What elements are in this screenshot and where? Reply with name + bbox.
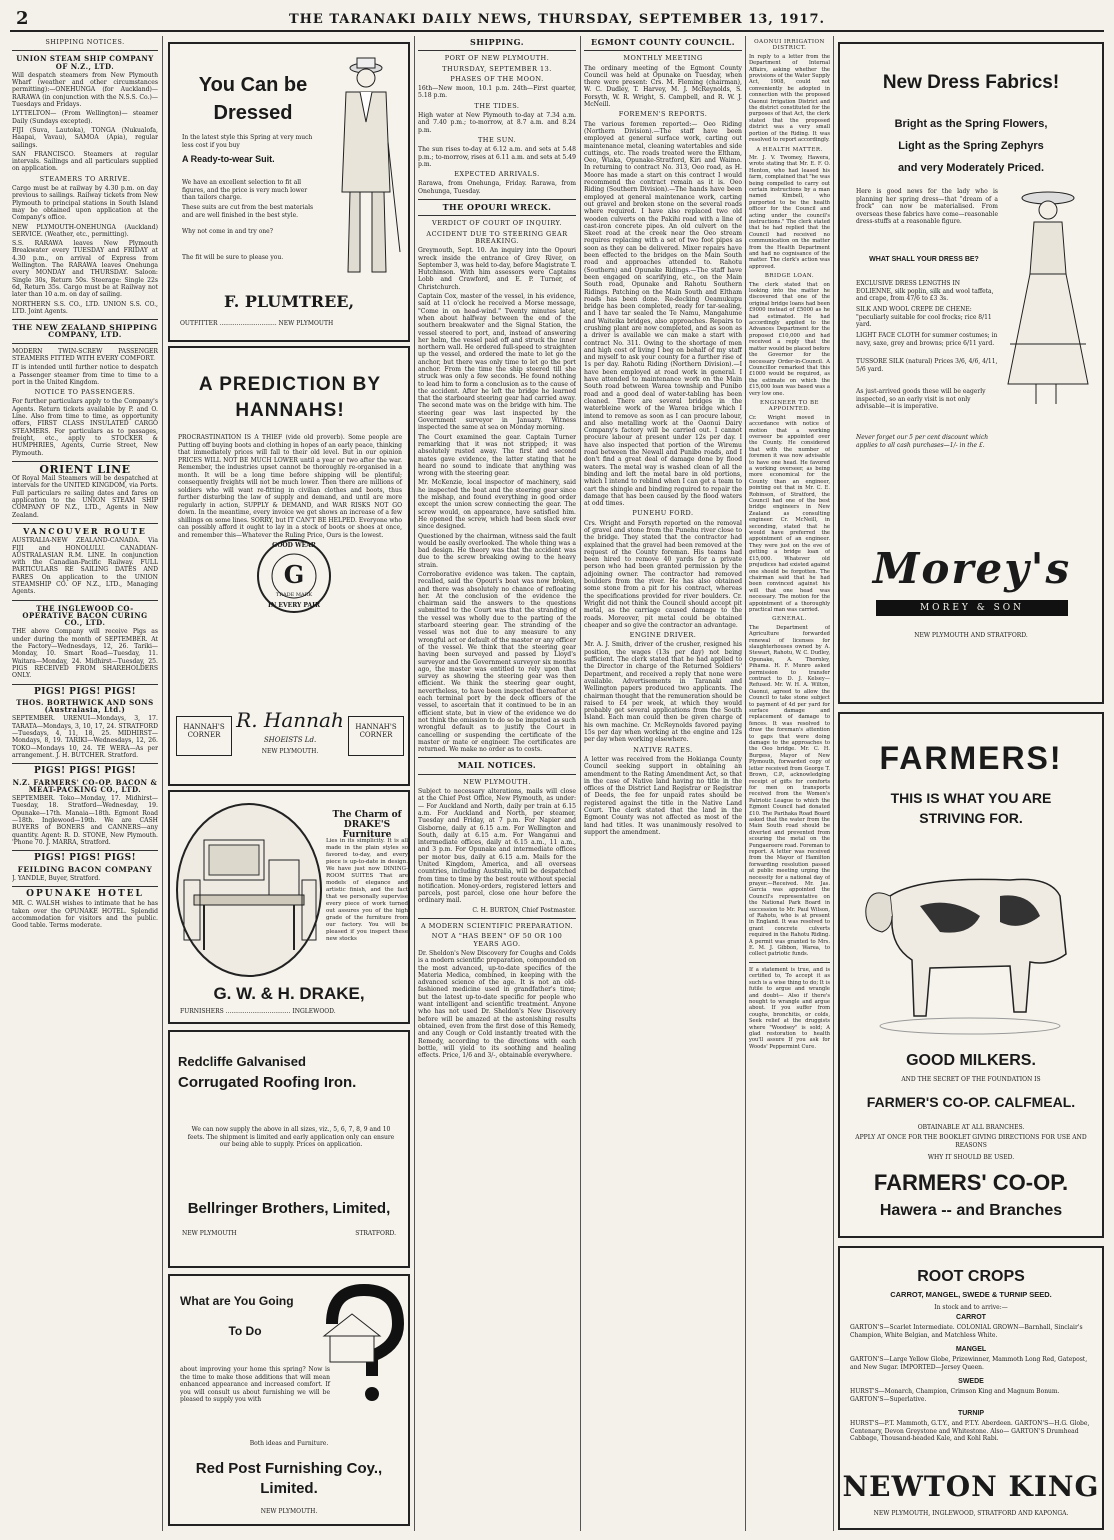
plumtree-footer: OUTFITTER .............................. NEW PLYMOUTH (180, 320, 334, 327)
drake-text: Lies in its simplicity. It is all made in the plain styles so favored to-day, and every piece is up-to-date in design. We have just now DINING-ROOM SUITES That are models of elegance and artistic finish, and the fact that we personally supervise every piece of work turned out assures you of the high grade of the furniture from our factory. You will be pleased if you inspect these new stocks (326, 838, 408, 942)
plumtree-headline-2: Dressed (213, 102, 293, 124)
native-heading: NATIVE RATES. (633, 745, 693, 754)
engine-heading: ENGINE DRIVER. (629, 631, 697, 640)
tides-text: High water at New Plymouth to-day at 7.34 a.m. and 7.40 p.m.; to-morrow, at 8.7 a.m. and 8.24 p.m. (418, 112, 576, 134)
farmers-product: FARMER'S CO-OP. CALFMEAL. (866, 1094, 1076, 1110)
redpost-ad (168, 1274, 410, 1526)
newton-stock: In stock and to arrive:— (934, 1304, 1008, 1311)
orient-text: Of Royal Mail Steamers will be despatched at intervals for the UNITED KINGDOM, via Ports. Full particulars re sailing dates and fares on application to the UNION STEAM SHIP COMPANY OF N.Z., LTD., Agents in New Zealand. (12, 475, 158, 519)
mail-text: Subject to necessary alterations, mails will close at the Chief Post Office, New Plymouth, as under:— For Auckland and North, daily per train at 6.15 a.m. For Auckland and North, per steamer, Tuesday and Friday, at 7 p.m. For Napier and Gisborne, daily at 6.15 a.m. For Wellington and South, daily at 6.15 a.m. For Wanganui and intermediate offices, daily at 6.15 a.m., 11 a.m., and 3 p.m. For Opunake and intermediate offices per motor bus, daily at 6.15 a.m. Mails for the United Kingdom, America, and all overseas countries, including Australia, will be despatched from time to time by the best route without special notification. Money-orders, registered letters and parcels, post parcel, close one hour before the ordinary mail. (418, 788, 576, 905)
mangel-heading: MANGEL (955, 1346, 987, 1353)
redpost-name-2: Limited. (260, 1480, 318, 1497)
hannah-logo-city: NEW PLYMOUTH. (261, 748, 319, 755)
prep-text: Dr. Sheldon's New Discovery for Coughs and Colds is a modern scientific preparation, compounded on the most advanced, up-to-date specifics of the Materia Medica, combined, in keeping with the advanced science of the age. It is not an old-fashioned medicine used in grandfather's time; but the latest up-to-date specific for people who want intelligent and scientific treatment. Anyone who has not used Dr. Sheldon's New Discovery before will be amazed at the astonishing results obtained, even from the first dose of this Remedy, and any Cough or Cold instantly treated with the Remedy, according to the directions with each bottle, will yield to its soothing and healing effects. Price, 1/6 and 3/-, obtainable everywhere. (418, 949, 576, 1060)
nzs-text: IT is intended until further notice to despatch a Passenger steamer from time to time to a port in the United Kingdom. (12, 364, 158, 386)
pigs-heading-1: PIGS! PIGS! PIGS! (33, 686, 137, 697)
morey-text-2: As just-arrived goods these will be eagerly inspected, so an early visit is not only advisable—it is imperative. (856, 388, 986, 410)
newton-name: NEWTON KING (842, 1470, 1100, 1503)
health-text: Mr. J. V. Twomey, Hawera, wrote stating that Mr. E. F. O. Henton, who had leased his farm, complained that "he was being compelled to carry out certain instructions by a man named Kimbell, who purported to be the health officer for the Council and acting under the council's instructions." The clerk stated that he had replied that the Council had received no communication on the matter from the Health Department and had no cognisance of the matter. The clerk's action was approved. (749, 154, 830, 270)
morey-sub-2: Light as the Spring Zephyrs (898, 140, 1044, 152)
page-number: 2 (16, 8, 29, 29)
sun-text: The sun rises to-day at 6.12 a.m. and sets at 5.48 p.m.; to-morrow, rises at 6.11 a.m. and sets at 5.49 p.m. (418, 146, 576, 168)
newton-headline: ROOT CROPS (917, 1268, 1025, 1285)
farmers-sub-1: THIS IS WHAT YOU ARE (890, 790, 1052, 806)
wreck-paragraph-4: Mr. McKenzie, local inspector of machinery, said he inspected the boat and the steering gear since the mishap, and found everything in good order except the union screw connecting the gear. The screw would, on appearance, have satisfied him. He opened the screw, which had been slack ever since designed. (418, 479, 576, 531)
farmers-name: FARMERS' CO-OP. (873, 1170, 1069, 1195)
date-heading: THURSDAY, SEPTEMBER 13. (442, 64, 552, 73)
native-text: A letter was received from the Hokianga County Council seeking support in obtaining an amendment to the Rating Amendment Act, so that in the case of Native land having no title in the offices of the District Land Registrar or Registrar of Deeds, the fee for unpaid rates should be registered against the title in the Native Land Court. The clerk stated that the land in the Egmont County was not affected as most of the land had titles. It was unanimously resolved to support the amendment. (584, 755, 742, 836)
drake-headline: The Charm of DRAKE'S Furniture (332, 810, 402, 840)
joint-agents: NORTHERN S.S. CO., LTD. UNION S.S. CO., LTD. Joint Agents. (12, 300, 158, 315)
bellringer-text: We can now supply the above in all sizes, viz., 5, 6, 7, 8, 9 and 10 feets. The shipment is limited and early application only can ensure our being able to supply. Prices on application. (187, 1126, 395, 1148)
seal-top-text: GOOD WEAR (272, 542, 316, 549)
council-column (584, 36, 742, 1531)
rarawa-text: S.S. RARAWA leaves New Plymouth Breakwater every TUESDAY and FRIDAY at 4.30 p.m., on arrival of Express from Wellington. The RARAWA leaves Onehunga every MONDAY and THURSDAY. Saloon: Single 30s, Return 50s. Steerage: Single 22s 6d, Return 35s. Cargo must be at Railway not later than 10 a.m. on day of sailing. (12, 240, 158, 299)
shipping-notices-column (12, 36, 158, 1531)
redpost-footer: NEW PLYMOUTH. (260, 1508, 318, 1515)
wreck-subheading-1: VERDICT OF COURT OF INQUIRY. (431, 219, 563, 228)
turnip-text: HURST'S—P.T. Mammoth, G.T.Y., and P.T.Y. Aberdeen. GARTON'S—H.G. Globe, Centenary, Devon Greystone and Whitestone. Also— GARTON'S Drumhead Cabbage, Thousand-headed Kale, and Kohl Rabi. (850, 1420, 1090, 1442)
plumtree-text-4: Why not come in and try one? (182, 228, 273, 235)
plumtree-text-5: The fit will be sure to please you. (182, 254, 284, 261)
nz-farmers-text: SEPTEMBER. Toko—Monday, 17. Midhirst—Tuesday, 18. Stratford—Wednesday, 19. Opunake—17th. Manaia—18th. Egmont Road—18th. Inglewood—19th. We are CASH BUYERS of BONERS and CANNERS—any quantity. Agent: R. D. STONE, New Plymouth. 'Phone 70. J. MARRA, Stratford. (12, 795, 158, 846)
column-rule (414, 36, 415, 1531)
shipping-notices-heading: SHIPPING NOTICES. (45, 38, 125, 46)
council-continued-column (749, 36, 830, 1531)
newton-footer: NEW PLYMOUTH, INGLEWOOD, STRATFORD AND KAPONGA. (873, 1510, 1069, 1517)
punehu-text: Crs. Wright and Forsyth reported on the removal of gravel and stone from the Punehu river close to the bridge. They stated that the contractor had explained that the gravel had been removed at the request of the County foreman. His teams had been hired to remove 40 yards for a private person who had been granted permission by the adjoining owner. The contractor had removed boulders from the river. He has also obtained some stone from a pit for his contract, whereas the specifications provided for river boulders. Cr. Wright did not think the Council should accept pit metal, as the carriage caused damage to the roads. Moreover, pit metal could be obtained cheaper and so give the contractor an advantage. (584, 519, 742, 629)
feilding-text: J. YANDLE, Buyer, Stratford. (12, 874, 101, 882)
shipping-news-column (418, 36, 576, 1531)
morey-item-2: SILK AND WOOL CREPE DE CHENE: "peculiarly suitable for cool frocks; rice 8/11 yard. (856, 306, 992, 328)
bellringer-name: Bellringer Brothers, Limited, (187, 1200, 391, 1217)
redpost-headline-1: What are You Going (180, 1294, 294, 1308)
morey-headline: New Dress Fabrics! (882, 72, 1060, 93)
oaonui-text: In reply to a letter from the Department of Internal Affairs, asking whether the provisions of the Water Supply Act, 1908, could not conveniently be adopted in connection with the proposed Oaonui Irrigation District and the district constituted for the purposes of that Act, the clerk stated that the proposed district was a very small portion of the Riding. It was resolved to report accordingly. (749, 53, 830, 144)
swede-text: HURST'S—Monarch, Champion, Crimson King and Magnum Bonum. GARTON'S—Superlative. (850, 1388, 1060, 1403)
hotel-name: OPUNAKE HOTEL (26, 889, 144, 900)
foremen-text: The various foremen reported:— Oeo Riding (Northern Division).—The staff have been employed at general surface work, carting out maintenance metal, cleaning watertables and side cuttings, etc. The roads treated were the Eltham, Oeo, Wiaka, Opunake-Stratford, Kiri and Waimo. In returning to contract No. 313, Oeo road, as H. Moore has made a start on this contract I would recommend the contract remain as it is. Oeo Riding (Southern Division).—The hands have been employed at general maintenance work, carting out gravel and broken stone on the several roads where required. I have also replaced two old wooden culverts on the Pakihi road with a line of cast-iron concrete pipes. An old culvert on the Skeet road at the creek near the Oeo stream requires replacing with a set of two foot pipes as soon as they can be delivered. Mixer repairs have been effected to the bridges on the Main South road and approaches attended to. Rahotu (Southern) and Opunake Ridings.—The staff have been engaged on scarifying, etc., on the Main South road, Opunake and Rahotu Southern Ridings. Patching on the Main South and Eltham roads has been done. Re-decking Oeamukupu bridge has been completed, ready for tar-sealing, and I have tar sealed the Te Namu, Mangahume and Waiteika bridges, also approaches. Repairs to crushing plant are now completed, and as soon as a driver is available we can make a start with contract No. 311. Owing to the shortage of men and high cost of living I beg on behalf of my staff and myself to ask your county for a further rise of 1s per day. Rahotu Riding (Northern Division).—I have been employed at road work in general. I have attended to maintenance work on the Main South road between Warea township and Punibo road and a good deal of water-tabling has been cleaned. There are several bridges in the waterbleine work of the Warea bridge which I intend to remove as soon as I can procure labour, and also metalling work at the Oaonui Dairy Company's factory will be carried out. I cannot procure labour at present under 12s per day. I have also inspected that portion of the Wiremu road between the Newall and Punibo roads, and I don't find a great deal of damage done by flood waters. The metal way is washed clean of all the binding and left the metal bare in old portions, which I intend to reblind when I can get a team to cart the shingle and binding required to repair the damage that has been caused by the flood waters at odd times. (584, 120, 742, 508)
islands-text: FIJI (Suva, Lautoka), TONGA (Nukualofa, Haapai, Vavau), SAMOA (Apia), regular sailings. (12, 126, 158, 149)
bellringer-headline-2: Corrugated Roofing Iron. (178, 1074, 357, 1091)
farmers-secret: AND THE SECRET OF THE FOUNDATION IS (901, 1076, 1041, 1083)
borthwick-name: THOS. BORTHWICK AND SONS (Australasia, Ltd.) (16, 697, 154, 715)
bridge-heading: BRIDGE LOAN. (764, 273, 815, 280)
farmers-branches: Hawera -- and Branches (879, 1202, 1063, 1219)
column-rule (833, 36, 834, 1531)
farmers-why: WHY IT SHOULD BE USED. (927, 1154, 1015, 1161)
masthead-title: THE TARANAKI DAILY NEWS, THURSDAY, SEPTEMBER 13, 1917. (288, 12, 826, 27)
vancouver-name: VANCOUVER ROUTE (23, 525, 147, 536)
pigs-heading-3: PIGS! PIGS! PIGS! (33, 853, 137, 864)
seal-bottom-text: IN EVERY PAIR (268, 602, 320, 609)
morey-logo: Morey's (872, 544, 1072, 593)
column-rule (162, 36, 163, 1531)
wreck-subheading-2: ACCIDENT DUE TO STEERING GEAR BREAKING. (426, 229, 568, 245)
hannah-headline: A PREDICTION BY HANNAHS! (198, 374, 382, 421)
plumtree-ad (168, 42, 410, 342)
carrot-heading: CARROT (956, 1314, 986, 1321)
mail-signature: C. H. BURTON, Chief Postmaster. (472, 906, 576, 914)
plumtree-text-3: These suits are cut from the best materials and are well finished in the best style. (182, 204, 314, 219)
hannah-logo-sub: SHOEISTS Ld. (263, 736, 317, 744)
bellringer-ad (168, 1030, 410, 1268)
masthead (10, 6, 1104, 32)
health-heading: A HEALTH MATTER. (756, 146, 823, 153)
newton-king-ad (838, 1246, 1104, 1530)
moon-heading: PHASES OF THE MOON. (450, 74, 544, 83)
redpost-tag: Both ideas and Furniture. (249, 1440, 329, 1447)
mail-subheading: NEW PLYMOUTH. (463, 777, 531, 786)
wreck-paragraph-2: Captain Cox, master of the vessel, in his evidence, said at 11 o'clock he received a Morse message, "Come in on head-wind." Twenty minutes later, when about halfway between the end of the southern breakwater and the Signal Station, the vessel steered to port, and, instead of answering her helm, the vessel paid off and struck the inner northern wall. He ordered full-speed to straighten up the vessel, and ordered the mate to let go the anchor, but there was only time to let go the port anchor. From the time the ship steered till she struck was only a few seconds. He found nothing to lead him to form a conclusion as to the cause of the accident. After he left the bridge he learned that the starboard steering gear had carried away. The second mate was on the bridge with him. The steering gear was last inspected by the Government surveyor in January. Witness inspected the same at sea on Monday morning. (418, 293, 576, 432)
pigs-heading-2: PIGS! PIGS! PIGS! (33, 766, 137, 777)
man-in-suit-illustration (330, 52, 402, 282)
carrot-text: GARTON'S—Scarlet Intermediate. COLONIAL GROWN—Barnhall, Sinclair's Champion, White Belgian, and Matchless White. (850, 1324, 1083, 1339)
farmers-headline: FARMERS! (879, 740, 1063, 776)
morey-logo-band: MOREY & SON (876, 600, 1068, 616)
farmers-apply: APPLY AT ONCE FOR THE BOOKLET GIVING DIRECTIONS FOR USE AND REASONS (855, 1134, 1087, 1149)
shipping-heading: SHIPPING. (470, 37, 524, 47)
morey-item-1: EXCLUSIVE DRESS LENGTHS IN EOLIENNE, silk poplin, silk and wool taffeta, and crape, from 47/6 to £3 3s. (856, 280, 994, 302)
np-onehunga: NEW PLYMOUTH-ONEHUNGA (Auckland) SERVICE. (Weather, etc., permitting). (12, 223, 158, 238)
usc-text: Will despatch steamers from New Plymouth Wharf (weather and other circumstances permitting):—ONEHUNGA (for Auckland)—RARAWA (in conjunction with the N.S.S. Co.)—Tuesdays and Fridays. (12, 71, 158, 109)
inglewood-name: THE INGLEWOOD CO-OPERATIVE BACON CURING CO., LTD. (22, 603, 148, 628)
sf-text: SAN FRANCISCO. Steamers at regular intervals. Sailings and all particulars supplied on application. (12, 150, 158, 173)
morey-sub-3: and very Moderately Priced. (897, 162, 1045, 174)
mail-heading: MAIL NOTICES. (457, 760, 537, 771)
column-rule (580, 36, 581, 1531)
wreck-heading: THE OPOURI WRECK. (442, 202, 552, 213)
notice-heading: NOTICE TO PASSENGERS. (34, 388, 136, 397)
engineer-heading: ENGINEER TO BE APPOINTED. (759, 399, 820, 413)
arrive-heading: STEAMERS TO ARRIVE. (39, 174, 131, 183)
morey-ad (838, 42, 1104, 704)
plumtree-headline-1: You Can be (198, 74, 308, 96)
swede-heading: SWEDE (958, 1378, 984, 1385)
bellringer-headline-1: Redcliffe Galvanised (178, 1054, 306, 1069)
general-heading: GENERAL. (772, 616, 807, 623)
nzs-name: THE NEW ZEALAND SHIPPING COMPANY, LTD. (12, 323, 158, 340)
engine-text: Mr. A. J. Smith, driver of the crusher, resigned his position, the wages (13s per day) not being sufficient. The clerk stated that he had applied to the Director in charge of the Returned Soldiers' Department, and received a reply that none were available. Advertisements in Taranaki and Wellington papers produced two applicants. The chairman thought that the remuneration should be raised to £4 per week, at which they would probably get several applications from the South Island. Each man could then be given charge of his own machine. Cr. McReynolds favored paying 15s per day when working at the engine and 12s per day when working elsewhere. (584, 641, 742, 744)
hannah-corner-left: HANNAH'S CORNER (176, 716, 232, 756)
sun-heading: THE SUN. (477, 135, 517, 144)
farmers-sub-2: STRIVING FOR. (919, 810, 1023, 826)
morey-footer: NEW PLYMOUTH AND STRATFORD. (914, 632, 1028, 639)
council-heading: EGMONT COUNTY COUNCIL. (590, 37, 736, 47)
council-intro: The ordinary meeting of the Egmont County Council was held at Opunake on Tuesday, when there were present: Crs. M. Fleming (chairman), W. C. Dudley, T. Harvey, M. J. McReynolds, S. Forsyth, W. R. Wright, S. Campbell, and R. W. J. McNeill. (584, 64, 742, 109)
newton-sub: CARROT, MANGEL, SWEDE & TURNIP SEED. (890, 1290, 1052, 1299)
hannah-ad (168, 346, 410, 786)
drake-name: G. W. & H. DRAKE, (213, 984, 365, 1003)
morey-sub-1: Bright as the Spring Flowers, (894, 118, 1048, 130)
lady-in-dress-illustration (1000, 184, 1096, 414)
wreck-paragraph-5: Questioned by the chairman, witness said the fault would be easily overlooked. The whole thing was a bad design. He theory was that the accident was due to the screw breaking owing to the heavy strain. (418, 532, 576, 569)
oaonui-heading: OAONUI IRRIGATION DISTRICT. (754, 39, 825, 52)
wreck-paragraph-6: Corroborative evidence was taken. The captain, recalled, said the Opouri's boat was now broken, and there was absolutely no chance of refloating her. At the conclusion of the evidence the chairman said the answers to the questions submitted to the Court was that the stranding of the vessel was wholly due to the parting of the starboard steering gear. The stranding of the vessel was not due to any measure to any wrongful act or default of the master or any officer of the vessel. We think that the steering gear having been surveyed and passed by Lloyd's surveyor and the Government surveyor six months ago, the master was entitled to rely upon that survey as showing the steering gear was then efficient. We think the steering gear ought, nevertheless, to have been inspected thereafter at each terminal port by the deck officers of the vessel, to ascertain that it continued to be in an efficient state, but in view of the evidence we do not think the omission to do so be imputed as such wrongful default as to justify the Court in cancelling or suspending the certificate of the master or mate or engineer. The certificates are returned. We make no order as to costs. (418, 571, 576, 754)
morey-question: WHAT SHALL YOUR DRESS BE? (869, 256, 979, 263)
arrive-text: Cargo must be at railway by 4.30 p.m. on day previous to sailings. Railway tickets from New Plymouth to principal stations in South Island may be obtained upon application at the Company's office. (12, 185, 158, 222)
general-text: The Department of Agriculture forwarded renewal of licenses for slaughterhouses owned by A. Stewart, Rahotu, W. C. Dudley, Opunake, A. Thornley, Pihama. H. F. Munro asked permission to transfer contract to D. J. Kelsey—Refused. Mr. W. H. A. Wilton, Oaonui, agreed to allow the Council to take stone subject to payment of 4d per yard for surface damage and replacement of damage to fences. It was resolved to draw the foreman's attention to gaps that were doing damage to the approaches to the Oeo bridge. Mr. C. H. Burgess, Mayor of New Plymouth, forwarded copy of letter received from George T. Brown, C.P., acknowledging receipt of gifts for comforts for men on transports received from the Women's Patriotic League to which the Egmont Council had donated £10. The Parihaka Road Board asked that the water from the Main South road should be diverted and prevented from scouring the metal on the Pungaereere road. Foreman to report. A letter was received from the Mayor of Hamilton forwarding resolution passed at public meeting urging the necessity for a national day of prayer.—Received. Mr. Jas. Garcia was appointed the Council's representative on the National Park Board in succession to Mr. Paul Wilson, of Rahotu, who is at present in England. It was resolved to grant concrete culverts required in the Rahotu Riding. A permit was granted to Mrs. E. M. J. Gibbon, Warea, to collect patriotic funds. (749, 624, 830, 958)
drake-footer: FURNISHERS .................................. INGLEWOOD. (180, 1008, 336, 1015)
arrivals-text: Rarawa, from Onehunga, Friday. Rarawa, from Onehunga, Tuesday. (418, 180, 576, 195)
furniture-illustration (174, 800, 324, 980)
borthwick-text: SEPTEMBER. URENUI—Mondays, 3, 17. TARATA—Mondays, 3, 10, 17, 24. STRATFORD—Tuesdays, 4, 11, 18, 25. MIDHIRST—Mondays, 8, 19. TARIKI—Wednesdays, 12, 26. TOKO—Mondays 10, 24. TE WERA—As per arrangement. J. H. BUTCHER. Stratford. (12, 715, 158, 759)
redpost-text: about improving your home this spring? Now is the time to make those additions that will mean enhanced appearance and increased comfort. If you will consult us about furnishing we will be pleased to supply you with (180, 1366, 330, 1403)
redpost-name-1: Red Post Furnishing Coy., (195, 1460, 383, 1477)
wreck-paragraph-1: Greymouth, Sept. 10. An inquiry into the Opouri wreck inside the entrance of Grey River, on September 3, was held to-day, before Magistrate T. Hutchinson. With him assessors were Captains Lobb and Crawford, and E. P. Turner, of Christchurch. (418, 247, 576, 291)
punehu-heading: PUNEHU FORD. (632, 509, 694, 518)
bellringer-footer-right: STRATFORD. (355, 1230, 396, 1237)
turnip-heading: TURNIP (957, 1410, 985, 1417)
foremen-heading: FOREMEN'S REPORTS. (618, 110, 708, 119)
hotel-text: MR. C. WALSH wishes to intimate that he has taken over the OPUNAKE HOTEL. Splendid accommodation for visitors and the public. Good table. Terms moderate. (12, 900, 158, 930)
inglewood-text: THE above Company will receive Pigs as under during the month of SEPTEMBER. At the Factory—Wednesdays, 12, 26. Tariki—Monday, 10. Smart Road—Tuesday, 11. Waitara—Monday, 24. Midhirst—Tuesday, 25. PIGS RECEIVED FROM SHAREHOLDERS ONLY. (12, 628, 158, 680)
plumtree-text-1: In the latest style this Spring at very much less cost if you buy (182, 134, 313, 149)
drake-ad (168, 790, 410, 1024)
plumtree-text-2: We have an excellent selection to fit all figures, and the price is very much lower than tailors charge. (182, 179, 308, 201)
moon-text: 16th—New moon, 10.1 p.m. 24th—First quarter, 5.18 p.m. (418, 85, 576, 100)
lyttelton-text: LYTTELTON— (From Wellington)— steamer Daily (Sundays excepted). (12, 110, 158, 125)
hannah-logo: R. Hannah (236, 708, 344, 732)
meeting-heading: MONTHLY MEETING (623, 54, 703, 63)
seal-letter: G (283, 560, 305, 589)
seal-trade-mark: TRADE MARK (275, 592, 313, 598)
feilding-name: FEILDING BACON COMPANY (17, 864, 153, 874)
farmers-milkers: GOOD MILKERS. (906, 1052, 1036, 1069)
morey-item-4: TUSSORE SILK (natural) Prices 3/6, 4/6, 4/11, 5/6 yard. (856, 358, 998, 373)
engineer-text: Cr. Wright moved in accordance with notice of motion that a working overseer be appointed over the County. He considered that with the number of foremen it was now advisable to have one head. He favored a working overseer, as being more economical for the County than an engineer, pointing out that in Mr. C. E. Robinson, of Stratford, the Council had one of the best bridge engineers in New Zealand as consulting engineer. Cr. McNeill, in seconding, stated that he would have preferred the appointment of an engineer. They were just on the eve of getting a bridge loan of £15,000. Whatever old prejudices had existed against one should be forgotten. The chairman said that he had been convinced against his will that one head was necessary. The motion for the appointment of a thoroughly practical man was carried. (749, 414, 830, 613)
morey-text: Here is good news for the lady who is planning her spring dress—that "dream of a frock" can now be materialised. From overseas these fabrics have come—reasonable dress-stuffs at a reasonable figure. (856, 188, 998, 225)
mangel-text: GARTON'S—Large Yellow Globe, Prizewinner, Mammoth Long Red, Gatepost, and New Sugar. IMPORTED—Jersey Queen. (850, 1356, 1088, 1371)
question-mark-house-illustration (322, 1284, 404, 1404)
port-heading: PORT OF NEW PLYMOUTH. (444, 54, 550, 63)
morey-item-3: LIGHT FACE CLOTH for summer costumes; in navy, saxe, grey and browns; price 6/11 yard. (856, 332, 998, 347)
bellringer-footer-left: NEW PLYMOUTH (182, 1230, 237, 1237)
notice-text: For further particulars apply to the Company's Agents. Return tickets available by P. and O. Line. Also from time to time, as opportunity offers, FIRST CLASS INSULATED CARGO STEAMERS. For particulars as to passages, freight, etc., apply to STOCKER & HUMPHRIES, Agents, Currie Street, New Plymouth. (12, 398, 158, 457)
farmers-obtain: OBTAINABLE AT ALL BRANCHES. (917, 1124, 1025, 1131)
plumtree-subhead: A Ready-to-wear Suit. (182, 154, 275, 164)
tides-heading: THE TIDES. (474, 101, 520, 110)
prep-subheading: NOT A "HAS BEEN" OF 50 OR 100 YEARS AGO. (431, 932, 563, 948)
cow-illustration (860, 836, 1082, 1036)
morey-text-3: Never forget our 5 per cent discount which applies to all cash purchases—1/- in the £. (856, 434, 989, 449)
bridge-text: The clerk stated that on looking into the matter he discovered that one of the original bridge loans had been £9000 instead of £5000 as he had estimated. He had accordingly applied to the Advances Department for the proposed £10,000 and had received a reply that the matter would be placed before the Governor for the necessary Order-in-Council. A Councillor remarked that this £1000 would be required, as the estimate on which the £15,000 loan was based was a very low one. (749, 281, 830, 397)
woods-cure-ad: If a statement is true, and is certified to, To accept it as such is a wise thing to do; It is futile to argue and wrangle and doubt— Also if there's nought to wrangle and argue about. If you suffer from coughs, bronchitis, or colds, Seek relief at the druggists where "Woodsey" is sold; A glad restoration to health you'll assure If you ask for Woods' Peppermint Cure. (749, 966, 830, 1050)
hannah-corner-right: HANNAH'S CORNER (348, 716, 404, 756)
wreck-paragraph-3: The Court examined the gear. Captain Turner remarking that it was not stripped; it was absolutely rusted away. The first and second mates gave evidence, the latter stating that he heard no sound to indicate that anything was wrong with the steering gear. (418, 433, 576, 478)
farmers-ad (838, 712, 1104, 1238)
prep-heading: A MODERN SCIENTIFIC PREPARATION. (420, 922, 574, 931)
usc-name: UNION STEAM SHIP COMPANY OF N.Z., LTD. (16, 54, 154, 71)
redpost-headline-2: To Do (228, 1324, 262, 1338)
arrivals-heading: EXPECTED ARRIVALS. (454, 170, 540, 179)
plumtree-name: F. PLUMTREE, (223, 292, 355, 311)
hannah-text: PROCRASTINATION IS A THIEF (vide old proverb). Some people are Putting off buying boots and clothing in hopes of an early peace, thinking that immediately prices will fall to their old level. But in our opinion PRICES WILL NOT BE MUCH LOWER until a year or two after the war. Remember, the industries upset cannot be thoroughly re-organised in a month. It will be a long time before shipping will be plentiful; consequently freights will not be much lower. Then there are millions of soldiers who will want re-fitting in civilian clothes and boots, thus further disturbing the law of supply and demand, and until are more regularly in action, SUPPLY & DEMAND, and WAR RISKS NOT GO down. In the meantime, every invoice we get shows an increase of a few shillings on some lines. SORRY, but IT CAN'T BE HELPED. Everyone who can possibly afford it ought to lay in a stock of boots or shoes at once, and remember this—Whatever the Ruling Price, Ours is the lowest. (178, 434, 402, 539)
vancouver-text: AUSTRALIA-NEW ZEALAND-CANADA. Via FIJI and HONOLULU. CANADIAN-AUSTRALASIAN R.M. LINE. In conjunction with the Canadian-Pacific Railway. FULL PARTICULARS RE SAILING DATES AND FARES On application to the UNION STEAMSHIP CO. OF N.Z., LTD., Managing Agents. (12, 537, 158, 596)
nz-farmers-name: N.Z. FARMERS' CO-OP. BACON & MEAT-PACKING CO., LTD. (12, 777, 158, 794)
column-rule (745, 36, 746, 1531)
orient-name: ORIENT LINE (39, 462, 131, 476)
nzs-sub: MODERN TWIN-SCREW PASSENGER STEAMERS FITTED WITH EVERY COMFORT. (12, 347, 158, 362)
